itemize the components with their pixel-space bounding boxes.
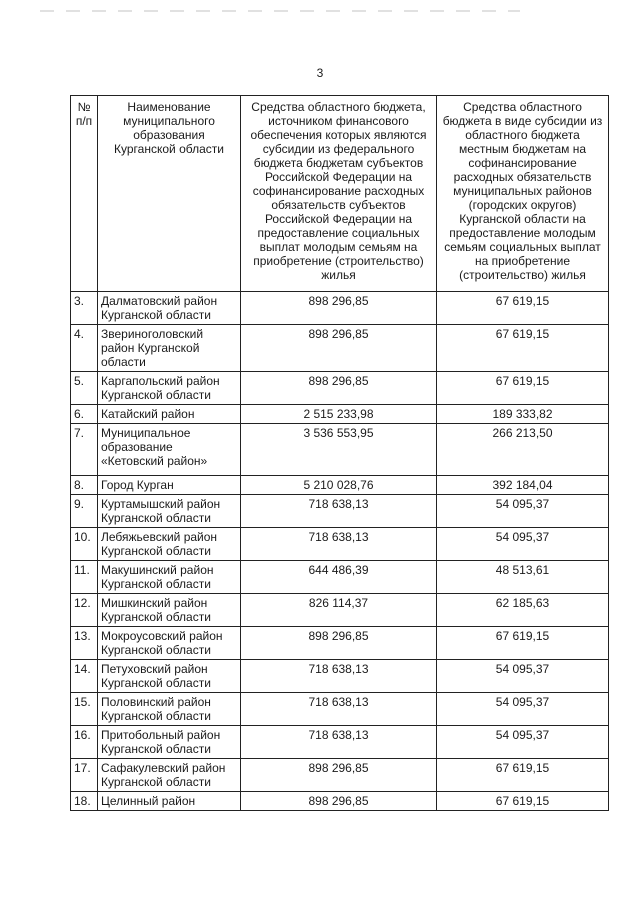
row-federal-amount: 718 638,13: [241, 528, 437, 561]
row-number: 9.: [71, 495, 98, 528]
table-row: [71, 424, 609, 476]
row-federal-amount: 718 638,13: [241, 660, 437, 693]
row-municipality: Сафакулевский район Курганской области: [98, 759, 241, 792]
row-local-amount: 54 095,37: [437, 726, 609, 759]
row-number: 12.: [71, 594, 98, 627]
table-row: [71, 561, 609, 594]
row-local-amount: 189 333,82: [437, 405, 609, 424]
row-number: 5.: [71, 372, 98, 405]
row-number: 13.: [71, 627, 98, 660]
row-municipality: Лебяжьевский район Курганской области: [98, 528, 241, 561]
row-municipality: Макушинский район Курганской области: [98, 561, 241, 594]
table-row: [71, 372, 609, 405]
row-local-amount: 62 185,63: [437, 594, 609, 627]
row-number: 14.: [71, 660, 98, 693]
row-number: 18.: [71, 792, 98, 811]
row-federal-amount: 718 638,13: [241, 495, 437, 528]
row-municipality: Петуховский район Курганской области: [98, 660, 241, 693]
row-number: 7.: [71, 424, 98, 476]
row-federal-amount: 898 296,85: [241, 759, 437, 792]
row-federal-amount: 898 296,85: [241, 792, 437, 811]
row-number: 4.: [71, 325, 98, 372]
table-row: [71, 660, 609, 693]
row-number: 3.: [71, 292, 98, 325]
row-local-amount: 67 619,15: [437, 792, 609, 811]
row-number: 17.: [71, 759, 98, 792]
row-federal-amount: 644 486,39: [241, 561, 437, 594]
table-header: [71, 96, 609, 292]
row-local-amount: 67 619,15: [437, 372, 609, 405]
table-row: [71, 476, 609, 495]
row-federal-amount: 898 296,85: [241, 325, 437, 372]
table-row: [71, 693, 609, 726]
table-row: [71, 325, 609, 372]
table-row: [71, 792, 609, 811]
row-municipality: Половинский район Курганской области: [98, 693, 241, 726]
header-number: № п/п: [71, 96, 98, 292]
row-local-amount: 54 095,37: [437, 495, 609, 528]
row-local-amount: 54 095,37: [437, 528, 609, 561]
row-municipality: Каргапольский район Курганской области: [98, 372, 241, 405]
table-row: [71, 594, 609, 627]
row-number: 10.: [71, 528, 98, 561]
subsidy-table: [70, 95, 609, 811]
row-federal-amount: 2 515 233,98: [241, 405, 437, 424]
header-federal-funds: Средства областного бюджета, источником финансового обеспечения которых являются субсидии из федерального бюджета бюджетам субъектов Российской Федерации на софинансирование расходных обязательств субъектов Российской Федерации на предоставление социальных выплат молодым семьям на приобретение (строительство) жилья: [241, 96, 437, 292]
header-municipality: Наименование муниципального образования Курганской области: [98, 96, 241, 292]
row-federal-amount: 898 296,85: [241, 292, 437, 325]
table-row: [71, 759, 609, 792]
row-local-amount: 67 619,15: [437, 627, 609, 660]
row-municipality: Муниципальное образование «Кетовский район»: [98, 424, 241, 476]
row-municipality: Притобольный район Курганской области: [98, 726, 241, 759]
row-local-amount: 67 619,15: [437, 325, 609, 372]
row-number: 15.: [71, 693, 98, 726]
row-number: 6.: [71, 405, 98, 424]
row-municipality: Звериноголовский район Курганской области: [98, 325, 241, 372]
row-municipality: Целинный район: [98, 792, 241, 811]
table-row: [71, 405, 609, 424]
row-local-amount: 54 095,37: [437, 693, 609, 726]
row-local-amount: 266 213,50: [437, 424, 609, 476]
row-municipality: Мокроусовский район Курганской области: [98, 627, 241, 660]
table-row: [71, 726, 609, 759]
header-local-funds: Средства областного бюджета в виде субсидии из областного бюджета местным бюджетам на софинансирование расходных обязательств муниципальных районов (городских округов) Курганской области на предоставление молодым семьям социальных выплат на приобретение (строительство) жилья: [437, 96, 609, 292]
row-local-amount: 67 619,15: [437, 292, 609, 325]
table-row: [71, 292, 609, 325]
scan-artifact-line: [40, 10, 520, 12]
row-municipality: Далматовский район Курганской области: [98, 292, 241, 325]
row-municipality: Катайский район: [98, 405, 241, 424]
table-row: [71, 528, 609, 561]
row-municipality: Город Курган: [98, 476, 241, 495]
row-federal-amount: 3 536 553,95: [241, 424, 437, 476]
row-local-amount: 67 619,15: [437, 759, 609, 792]
row-local-amount: 392 184,04: [437, 476, 609, 495]
row-federal-amount: 898 296,85: [241, 372, 437, 405]
row-number: 8.: [71, 476, 98, 495]
row-federal-amount: 5 210 028,76: [241, 476, 437, 495]
table-row: [71, 495, 609, 528]
table-row: [71, 627, 609, 660]
row-municipality: Мишкинский район Курганской области: [98, 594, 241, 627]
row-number: 11.: [71, 561, 98, 594]
row-municipality: Куртамышский район Курганской области: [98, 495, 241, 528]
row-local-amount: 54 095,37: [437, 660, 609, 693]
row-number: 16.: [71, 726, 98, 759]
row-federal-amount: 826 114,37: [241, 594, 437, 627]
row-local-amount: 48 513,61: [437, 561, 609, 594]
row-federal-amount: 718 638,13: [241, 726, 437, 759]
row-federal-amount: 718 638,13: [241, 693, 437, 726]
page-number: 3: [316, 66, 324, 80]
row-federal-amount: 898 296,85: [241, 627, 437, 660]
